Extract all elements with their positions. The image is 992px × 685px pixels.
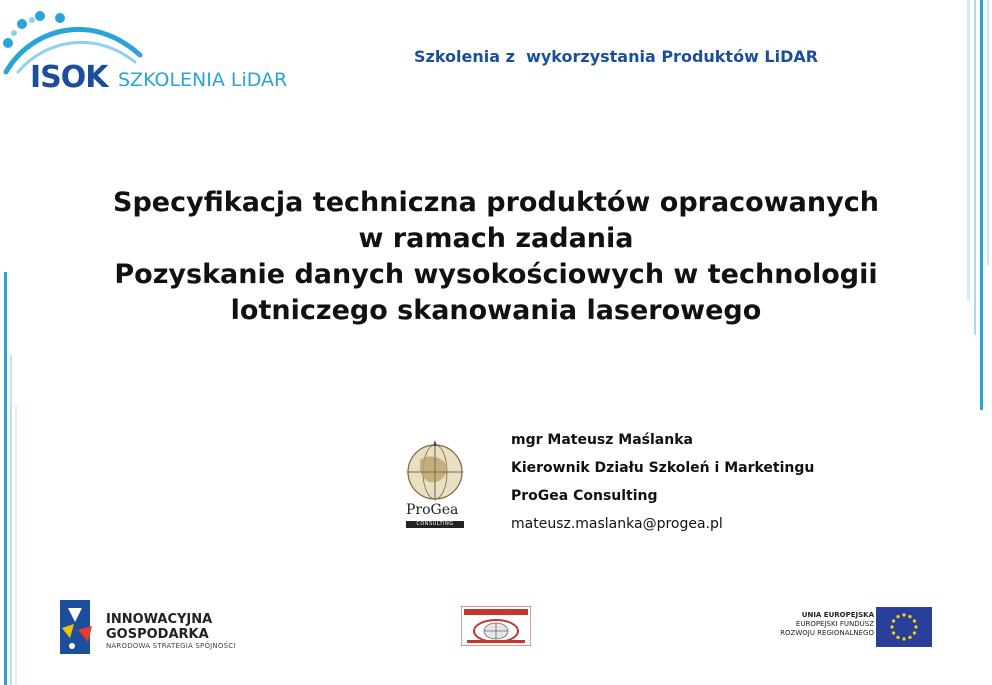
eu-logo (770, 607, 940, 649)
author-company: ProGea Consulting (511, 488, 658, 504)
progea-logo (402, 440, 468, 532)
ig-line3: NARODOWA STRATEGIA SPÓJNOŚCI (106, 642, 236, 650)
ig-line1: INNOWACYJNA (106, 612, 213, 627)
right-bar-4 (987, 0, 989, 265)
left-bar-3 (15, 405, 17, 685)
main-title-line-2: w ramach zadania (358, 223, 634, 254)
author-email[interactable]: mateusz.maslanka@progea.pl (511, 516, 723, 532)
right-bar-2 (974, 0, 976, 335)
right-bar-3 (980, 0, 983, 410)
main-title (40, 185, 952, 329)
eu-line1: UNIA EUROPEJSKA (801, 611, 874, 619)
logo-subtitle: SZKOLENIA LiDAR (118, 69, 288, 91)
eu-text (780, 611, 874, 638)
author-role: Kierownik Działu Szkoleń i Marketingu (511, 460, 815, 476)
progea-logo-sub: CONSULTING (406, 521, 464, 528)
ministry-emblem (461, 606, 531, 646)
author-name: mgr Mateusz Maślanka (511, 432, 693, 448)
progea-logo-name: ProGea (406, 502, 459, 518)
progea-globe-icon (402, 440, 468, 532)
logo-word: ISOK (30, 60, 108, 95)
main-title-line-3: Pozyskanie danych wysokościowych w technologii (114, 259, 878, 290)
eu-line3: ROZWOJU REGIONALNEGO (780, 629, 874, 637)
author-block (511, 426, 814, 538)
ig-line2: GOSPODARKA (106, 627, 209, 642)
right-bar-1 (967, 0, 970, 300)
eu-flag-icon (876, 607, 932, 647)
isok-logo (0, 0, 340, 105)
main-title-line-4: lotniczego skanowania laserowego (230, 295, 762, 326)
main-title-line-1: Specyfikacja techniczna produktów opracowanych (113, 187, 879, 218)
ig-emblem-icon (58, 598, 102, 656)
eu-line2: EUROPEJSKI FUNDUSZ (795, 620, 874, 628)
header-title: Szkolenia z wykorzystania Produktów LiDAR (414, 47, 819, 66)
left-bar-1 (4, 272, 7, 685)
innowacyjna-gospodarka-logo (58, 598, 248, 656)
left-bar-2 (10, 355, 12, 685)
ministry-emblem-icon (461, 606, 531, 646)
